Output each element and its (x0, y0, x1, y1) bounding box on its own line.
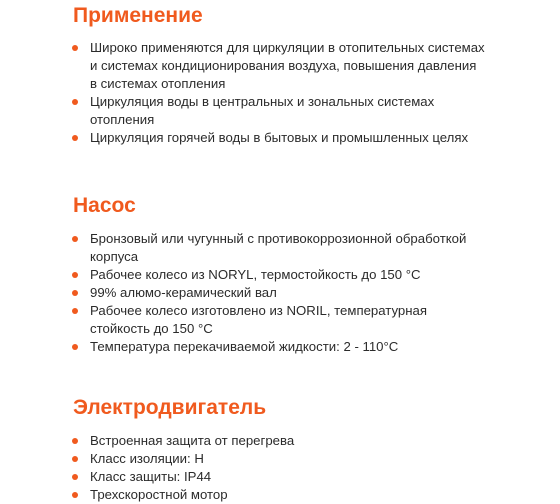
list-item: Широко применяются для циркуляции в отопительных системах и системах кондиционирования воздуха, повышения давления в системах отопления (0, 39, 510, 93)
list-item: Класс изоляции: H (0, 450, 510, 468)
section-title-motor: Электродвигатель (73, 396, 267, 419)
bullet-icon (72, 438, 78, 444)
bullet-icon (72, 99, 78, 105)
pump-list (0, 230, 510, 356)
list-item: Температура перекачиваемой жидкости: 2 - 110°С (0, 338, 510, 356)
bullet-icon (72, 492, 78, 498)
bullet-icon (72, 135, 78, 141)
list-item: Бронзовый или чугунный с противокоррозионной обработкой корпуса (0, 230, 510, 266)
list-item: Рабочее колесо изготовлено из NORIL, температурная стойкость до 150 °С (0, 302, 510, 338)
list-item: Циркуляция горячей воды в бытовых и промышленных целях (0, 129, 510, 147)
bullet-icon (72, 290, 78, 296)
list-item: Циркуляция воды в центральных и зональных системах отопления (0, 93, 510, 129)
bullet-icon (72, 308, 78, 314)
bullet-icon (72, 45, 78, 51)
motor-list (0, 432, 510, 504)
section-title-pump: Насос (73, 194, 136, 217)
application-list (0, 39, 510, 147)
list-item: Трехскоростной мотор (0, 486, 510, 504)
list-item: Класс защиты: IP44 (0, 468, 510, 486)
bullet-icon (72, 344, 78, 350)
section-title-application: Применение (73, 4, 203, 27)
bullet-icon (72, 236, 78, 242)
bullet-icon (72, 474, 78, 480)
list-item: 99% алюмо-керамический вал (0, 284, 510, 302)
list-item: Встроенная защита от перегрева (0, 432, 510, 450)
list-item: Рабочее колесо из NORYL, термостойкость до 150 °С (0, 266, 510, 284)
bullet-icon (72, 456, 78, 462)
bullet-icon (72, 272, 78, 278)
